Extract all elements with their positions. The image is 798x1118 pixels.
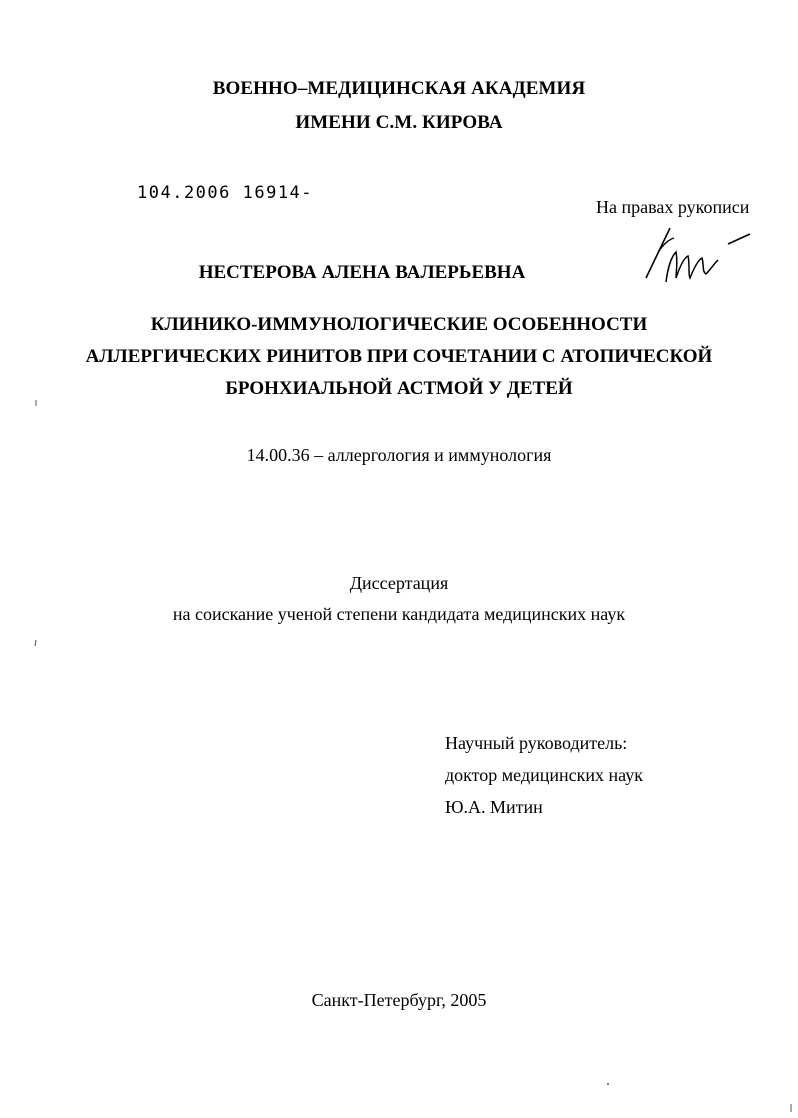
place-and-year: Санкт-Петербург, 2005 bbox=[311, 990, 487, 1010]
thesis-title-line1: КЛИНИКО-ИММУНОЛОГИЧЕСКИЕ ОСОБЕННОСТИ bbox=[150, 314, 648, 335]
author-name: НЕСТЕРОВА АЛЕНА ВАЛЕРЬЕВНА bbox=[198, 262, 526, 283]
supervisor-degree: доктор медицинских наук bbox=[445, 765, 643, 785]
registration-stamp: 104.2006 16914- bbox=[137, 183, 314, 203]
supervisor-name: Ю.А. Митин bbox=[445, 797, 543, 817]
thesis-title-line3: БРОНХИАЛЬНОЙ АСТМОЙ У ДЕТЕЙ bbox=[225, 378, 573, 399]
thesis-title-line2: АЛЛЕРГИЧЕСКИХ РИНИТОВ ПРИ СОЧЕТАНИИ С АТОПИЧЕСКОЙ bbox=[85, 346, 713, 367]
supervisor-role: Научный руководитель: bbox=[445, 733, 628, 753]
scan-speck bbox=[606, 1082, 610, 1086]
work-type: Диссертация bbox=[349, 573, 449, 593]
specialty-code: 14.00.36 – аллергология и иммунология bbox=[246, 445, 552, 465]
scan-speck bbox=[34, 640, 38, 646]
institution-name-line1: ВОЕННО–МЕДИЦИНСКАЯ АКАДЕМИЯ bbox=[212, 78, 586, 99]
scan-speck bbox=[789, 1104, 793, 1112]
institution-name-line2: ИМЕНИ С.М. КИРОВА bbox=[295, 112, 503, 133]
degree-sought: на соискание ученой степени кандидата медицинских наук bbox=[172, 604, 626, 624]
scan-speck bbox=[34, 400, 38, 406]
rights-note: На правах рукописи bbox=[596, 197, 750, 217]
